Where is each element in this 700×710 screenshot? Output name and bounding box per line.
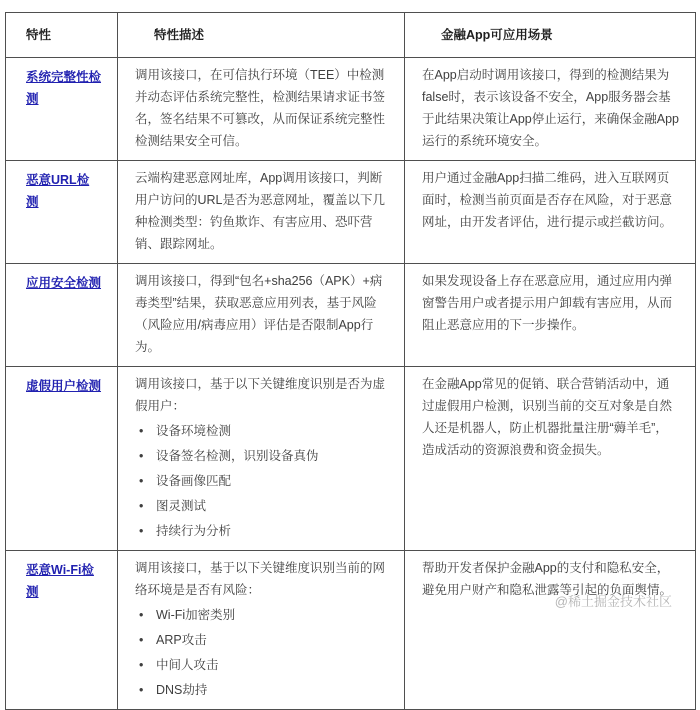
table-header-row <box>6 13 696 58</box>
feature-description: 调用该接口，基于以下关键维度识别当前的网络环境是是否有风险： <box>135 561 386 597</box>
bullet-item: • 中间人攻击 <box>139 654 388 676</box>
description-cell <box>118 367 405 551</box>
feature-cell <box>6 551 118 710</box>
feature-cell <box>6 58 118 161</box>
feature-description: 调用该接口，基于以下关键维度识别是否为虚假用户： <box>135 377 386 413</box>
feature-link[interactable]: 系统完整性检测 <box>26 70 102 106</box>
header-feature: 特性 <box>6 13 118 58</box>
scenario-cell <box>405 367 696 551</box>
bullet-item: • 设备画像匹配 <box>139 470 388 492</box>
bullet-list <box>135 604 388 701</box>
scenario-text: 在App启动时调用该接口，得到的检测结果为false时，表示该设备不安全，App服务器会基于此结果决策让App停止运行，来确保金融App运行的系统环境安全。 <box>422 68 679 148</box>
table-row <box>6 264 696 367</box>
bullet-item: • 图灵测试 <box>139 495 388 517</box>
feature-cell <box>6 367 118 551</box>
scenario-text: 如果发现设备上存在恶意应用，通过应用内弹窗警告用户或者提示用户卸载有害应用，从而阻止恶意应用的下一步操作。 <box>422 274 673 332</box>
watermark: @稀土掘金技术社区 <box>554 594 672 609</box>
feature-cell <box>6 264 118 367</box>
bullet-item: • 设备签名检测，识别设备真伪 <box>139 445 388 467</box>
feature-cell <box>6 161 118 264</box>
feature-description: 调用该接口，在可信执行环境（TEE）中检测并动态评估系统完整性，检测结果请求证书签名，签名结果不可篡改，从而保证系统完整性检测结果安全可信。 <box>135 68 386 148</box>
description-cell <box>118 58 405 161</box>
bullet-item: • 设备环境检测 <box>139 420 388 442</box>
bullet-item: • ARP攻击 <box>139 629 388 651</box>
scenario-cell <box>405 58 696 161</box>
feature-link[interactable]: 恶意URL检测 <box>26 173 90 209</box>
bullet-item: • 持续行为分析 <box>139 520 388 542</box>
bullet-list <box>135 420 388 542</box>
feature-description: 调用该接口，得到“包名+sha256（APK）+病毒类型”结果，获取恶意应用列表，基于风险（风险应用/病毒应用）评估是否限制App行为。 <box>135 274 383 354</box>
feature-link[interactable]: 恶意Wi-Fi检测 <box>26 563 94 599</box>
description-cell <box>118 161 405 264</box>
bullet-item: • Wi-Fi加密类别 <box>139 604 388 626</box>
scenario-cell <box>405 551 696 710</box>
scenario-text: 用户通过金融App扫描二维码，进入互联网页面时，检测当前页面是否存在风险，对于恶意网址，由开发者评估，进行提示或拦截访问。 <box>422 171 673 229</box>
table-row <box>6 161 696 264</box>
bullet-item: • DNS劫持 <box>139 679 388 701</box>
description-cell <box>118 264 405 367</box>
feature-link[interactable]: 应用安全检测 <box>26 276 102 290</box>
scenario-text: 在金融App常见的促销、联合营销活动中，通过虚假用户检测，识别当前的交互对象是自然人还是机器人，防止机器批量注册“薅羊毛”，造成活动的资源浪费和资金损失。 <box>422 377 673 457</box>
header-description: 特性描述 <box>118 13 405 58</box>
scenario-text: 帮助开发者保护金融App的支付和隐私安全，避免用户财产和隐私泄露等引起的负面舆情。 <box>422 561 673 597</box>
feature-link[interactable]: 虚假用户检测 <box>26 379 102 393</box>
table-row <box>6 58 696 161</box>
header-scenario: 金融App可应用场景 <box>405 13 696 58</box>
table-row <box>6 367 696 551</box>
scenario-cell <box>405 264 696 367</box>
scenario-cell <box>405 161 696 264</box>
table-row <box>6 551 696 710</box>
feature-description: 云端构建恶意网址库，App调用该接口，判断用户访问的URL是否为恶意网址，覆盖以下几种检测类型：钓鱼欺诈、有害应用、恐吓营销、跟踪网址。 <box>135 171 386 251</box>
description-cell <box>118 551 405 710</box>
